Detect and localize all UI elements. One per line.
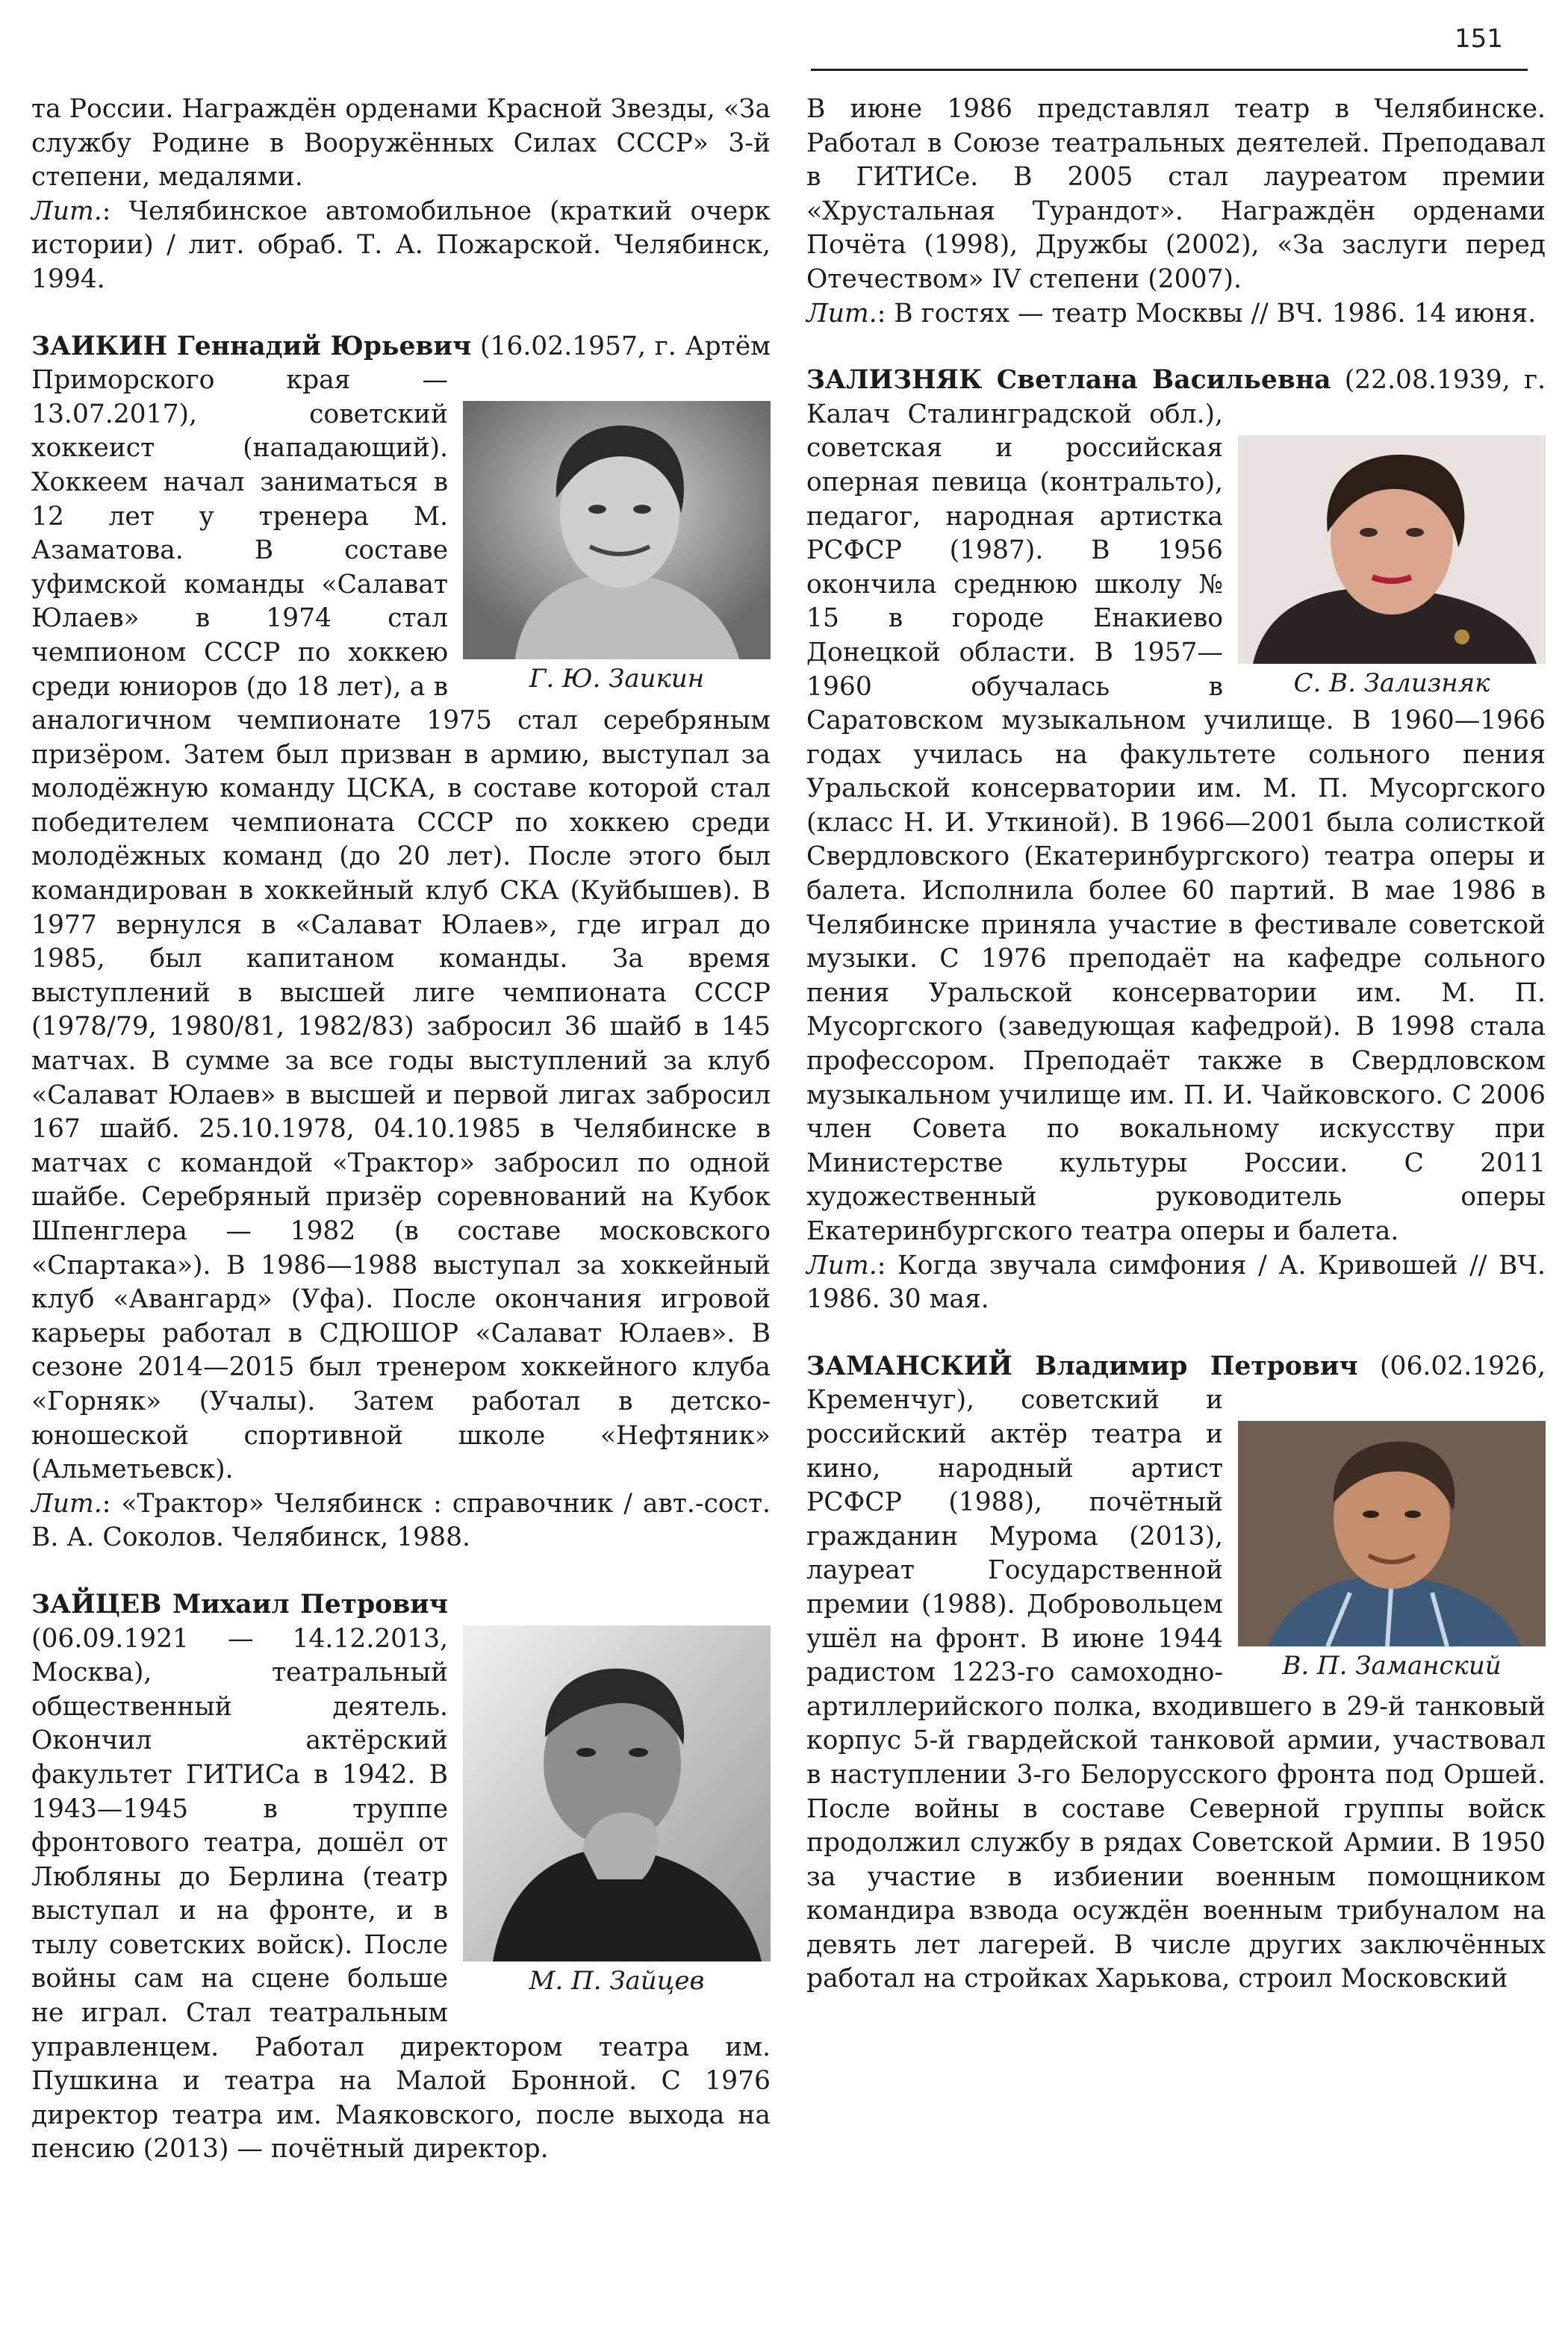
figure-zaikin	[463, 401, 771, 695]
entry-title: ЗАИКИН Геннадий Юрьевич	[31, 331, 472, 361]
continued-paragraph: В июне 1986 представлял театр в Челябинске. Работал в Союзе театральных деятелей. Преподавал в ГИТИСе. В 2005 стал лауреатом премии «Хрустальная Турандот». Награждён орденами Почёта (1998), Дружбы (2002), «За заслуги перед Отечеством» IV степени (2007). Лит.: В гостях — театр Москвы // ВЧ. 1986. 14 июня.	[806, 94, 1546, 329]
photo-zaitsev	[463, 1625, 771, 1961]
caption-zamansky: В. П. Заманский	[1282, 1651, 1502, 1681]
lit-label: Лит.	[806, 1250, 877, 1281]
left-column	[31, 93, 771, 2167]
continued-paragraph: та России. Награждён орденами Красной Звезды, «За службу Родине в Вооружённых Силах СССР» 3-й степени, медалями. Лит.: Челябинское автомобильное (краткий очерк истории) / лит. обраб. Т. А. Пожарской. Челябинск, 1994.	[31, 94, 771, 294]
portrait-zamansky-image	[1238, 1421, 1546, 1646]
figure-zaitsev	[463, 1625, 771, 1997]
right-column	[806, 93, 1546, 1997]
figure-zamansky	[1238, 1421, 1546, 1682]
entry-title: ЗАЛИЗНЯК Светлана Васильевна	[806, 365, 1331, 396]
header-rule	[811, 69, 1528, 71]
photo-zaikin	[463, 401, 771, 659]
entry-title: ЗАМАНСКИЙ Владимир Петрович	[806, 1351, 1358, 1381]
entry-zaikin: ЗАИКИН Геннадий Юрьевич Г. Ю. Заикин (16.02.1957, г. Артём Приморского края — 13.07.2017), советский хоккеист (нападающий). Хоккеем начал заниматься в 12 лет у тренера М. Азаматова. В составе уфимской команды «Салават Юлаев» в 1974 стал чемпионом СССР по хоккею среди юниоров (до 18 лет), а в аналогичном чемпионате 1975 стал серебряным призёром. Затем был призван в армию, выступал за молодёжную команду ЦСКА, в составе которой стал победителем чемпионата СССР по хоккею среди молодёжных команд (до 20 лет). После этого был командирован в хоккейный клуб СКА (Куйбышев). В 1977 вернулся в «Салават Юлаев», где играл до 1985, был капитаном команды. За время выступлений в высшей лиге чемпионата СССР (1978/79, 1980/81, 1982/83) забросил 36 шайб в 145 матчах. В сумме за все годы выступлений за клуб «Салават Юлаев» в высшей и первой лигах забросил 167 шайб. 25.10.1978, 04.10.1985 в Челябинске в матчах с командой «Трактор» забросил по одной шайбе. Серебряный призёр соревнований на Кубок Шпенглера — 1982 (в составе московского «Спартака»). В 1986—1988 выступал за хоккейный клуб «Авангард» (Уфа). После окончания игровой карьеры работал в СДЮШОР «Салават Юлаев». В сезоне 2014—2015 был тренером хоккейного клуба «Горняк» (Учалы). Затем работал в детско-юношеской спортивной школе «Нефтяник» (Альметьевск). Лит.: «Трактор» Челябинск : справочник / авт.-сост. В. А. Соколов. Челябинск, 1988.	[31, 331, 771, 1553]
portrait-zaitsev-image	[463, 1625, 771, 1961]
caption-zaikin: Г. Ю. Заикин	[529, 664, 705, 694]
photo-zaliznyak	[1238, 435, 1546, 664]
entry-zamansky: ЗАМАНСКИЙ Владимир Петрович В. П. Заманский (06.02.1926, Кременчуг), советский и российский актёр театра и кино, народный артист РСФСР (1988), почётный гражданин Мурома (2013), лауреат Государственной премии (1988). Добровольцем ушёл на фронт. В июне 1944 радистом 1223-го самоходно-артиллерийского полка, входившего в 29-й танковый корпус 5-й гвардейской танковой армии, участвовал в наступлении 3-го Белорусского фронта под Оршей. После войны в составе Северной группы войск продолжил службу в рядах Советской Армии. В 1950 за участие в избиении военным помощником командира взвода осуждён военным трибуналом на девять лет лагерей. В числе других заключённых работал на стройках Харькова, строил Московский	[806, 1351, 1546, 1994]
photo-zamansky	[1238, 1421, 1546, 1646]
entry-zaliznyak: ЗАЛИЗНЯК Светлана Васильевна С. В. Зализняк (22.08.1939, г. Калач Сталинградской обл.), советская и российская оперная певица (контральто), педагог, народная артистка РСФСР (1987). В 1956 окончила среднюю школу № 15 в городе Енакиево Донецкой области. В 1957—1960 обучалась в Саратовском музыкальном училище. В 1960—1966 годах училась на факультете сольного пения Уральской консерватории им. М. П. Мусоргского (класс Н. И. Уткиной). В 1966—2001 была солисткой Свердловского (Екатеринбургского) театра оперы и балета. Исполнила более 60 партий. В мае 1986 в Челябинске приняла участие в фестивале советской музыки. С 1976 преподаёт на кафедре сольного пения Уральской консерватории им. М. П. Мусоргского (заведующая кафедрой). В 1998 стала профессором. Преподаёт также в Свердловском музыкальном училище им. П. И. Чайковского. С 2006 член Совета по вокальному искусству при Министерстве культуры России. С 2011 художественный руководитель оперы Екатеринбургского театра оперы и балета. Лит.: Когда звучала симфония / А. Кривошей // ВЧ. 1986. 30 мая.	[806, 365, 1546, 1315]
portrait-zaikin-image	[463, 401, 771, 659]
lit-label: Лит.	[31, 1488, 102, 1519]
lit-label: Лит.	[806, 298, 877, 329]
portrait-zaliznyak-image	[1238, 435, 1546, 664]
lit-label: Лит.	[31, 196, 102, 226]
caption-zaliznyak: С. В. Зализняк	[1293, 668, 1490, 698]
entry-zaitsev: ЗАЙЦЕВ Михаил Петрович М. П. Зайцев (06.09.1921 — 14.12.2013, Москва), театральный общественный деятель. Окончил актёрский факультет ГИТИСа в 1942. В 1943—1945 в труппе фронтового театра, дошёл от Любляны до Берлина (театр выступал и на фронте, и в тылу советских войск). После войны сам на сцене больше не играл. Стал театральным управленцем. Работал директором театра им. Пушкина и театра на Малой Бронной. С 1976 директор театра им. Маяковского, после выхода на пенсию (2013) — почётный директор.	[31, 1589, 771, 2165]
entry-title: ЗАЙЦЕВ Михаил Петрович	[31, 1589, 448, 1620]
figure-zaliznyak	[1238, 435, 1546, 700]
caption-zaitsev: М. П. Зайцев	[529, 1965, 705, 1996]
page-number: 151	[1455, 24, 1503, 54]
